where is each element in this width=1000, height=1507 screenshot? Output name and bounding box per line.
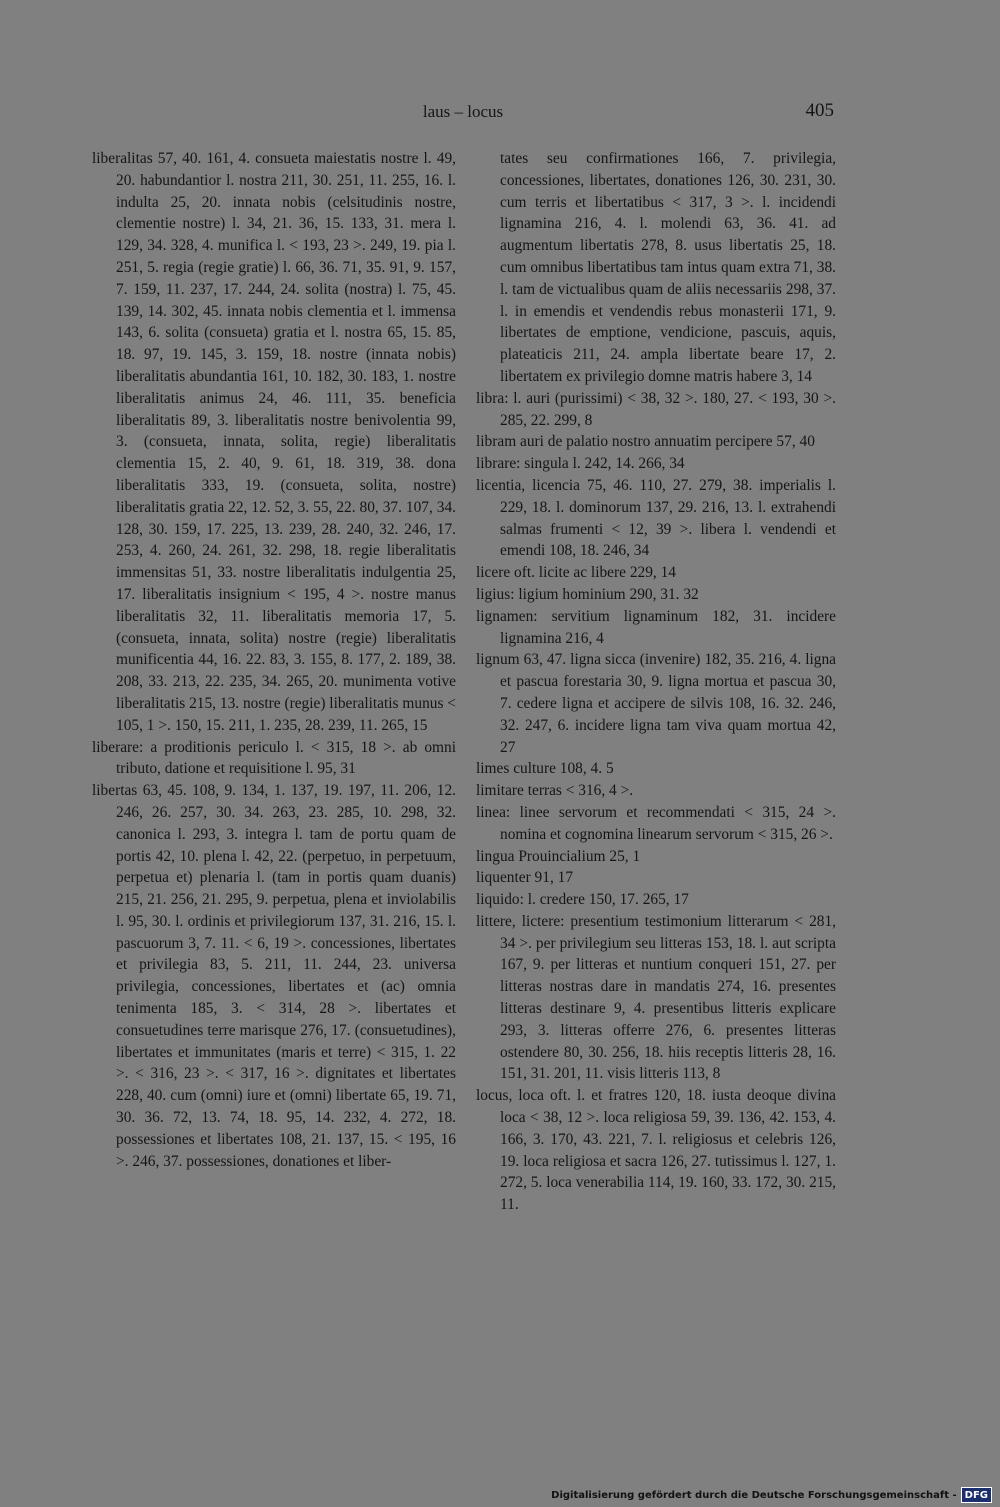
index-entry-libertas: libertas 63, 45. 108, 9. 134, 1. 137, 19. 197, 11. 206, 12. 246, 26. 257, 30. 34. 263, 23. 285, 10. 298, 32. canonica l. 293, 3. integra l. tam de portu quam de portis 42, 10. plena l. 42, 22. (perpetuo, in perpetuum, perpetua et) plenaria l. (tam in portis quam duanis) 215, 21. 256, 21. 295, 9. perpetua, plena et inviolabilis l. 95, 30. l. ordinis et privilegiorum 137, 31. 216, 15. l. pascuorum 3, 7. 11. < 6, 19 >. concessiones, libertates et privilegia 83, 5. 211, 11. 244, 23. universa privilegia, concessiones, libertates et (ac) omnia tenimenta 185, 3. < 314, 28 >. libertates et consuetudines terre marisque 276, 17. (consuetudines), libertates et immunitates (maris et terre) < 315, 1. 22 >. < 316, 23 >. < 317, 16 >. dignitates et libertates 228, 40. cum (omni) iure et (omni) libertate 65, 19. 71, 30. 36. 72, 13. 74, 18. 95, 14. 232, 4. 272, 18. possessiones et libertates 108, 21. 137, 15. < 195, 16 >. 246, 37. possessiones, donationes et liber- bbox=[92, 782, 456, 1170]
index-entry-licentia: licentia, licencia 75, 46. 110, 27. 279, 38. imperialis l. 229, 18. l. dominorum 137, 29. 216, 13. l. extrahendi salmas frumenti < 12, 39 >. libera l. vendendi et emendi 108, 18. 246, 34 bbox=[476, 476, 836, 560]
digitization-credit bbox=[551, 1487, 992, 1503]
page-number: 405 bbox=[805, 100, 834, 121]
index-entry-libra: libra: l. auri (purissimi) < 38, 32 >. 180, 27. < 193, 30 >. 285, 22. 299, 8 bbox=[476, 389, 836, 429]
index-entry-librare: librare: singula l. 242, 14. 266, 34 bbox=[476, 455, 685, 473]
index-entry-liquenter: liquenter 91, 17 bbox=[476, 869, 574, 887]
running-title: laus – locus bbox=[422, 102, 504, 121]
index-entry-liberalitas: liberalitas 57, 40. 161, 4. consueta maiestatis nostre l. 49, 20. habundantior l. nostra 211, 30. 251, 11. 255, 16. l. indulta 25, 20. innata nobis (celsitudinis nostre, clementie nostre) l. 34, 21. 36, 15. 133, 31. mera l. 129, 34. 328, 4. munifica l. < 193, 23 >. 249, 19. pia l. 251, 5. regia (regie gratie) l. 66, 36. 71, 35. 91, 9. 157, 7. 159, 11. 237, 17. 244, 24. solita (nostra) l. 75, 45. 139, 14. 302, 45. innata nobis clementia et l. immensa 143, 6. solita (consueta) gratia et l. nostra 65, 15. 85, 18. 97, 19. 145, 3. 159, 18. nostre (innata nobis) liberalitatis abundantia 161, 10. 182, 30. 183, 1. nostre liberalitatis animus 24, 46. 111, 35. beneficia liberalitatis 89, 3. liberalitatis nostre benivolentia 99, 3. (consueta, innata, solita, regie) liberalitatis clementia 15, 2. 40, 9. 61, 18. 319, 38. dona liberalitatis 333, 19. (consueta, solita, nostre) liberalitatis gratia 22, 12. 52, 3. 55, 22. 80, 37. 107, 34. 128, 30. 159, 17. 225, 13. 239, 28. 240, 32. 246, 17. 253, 4. 260, 24. 261, 32. 298, 18. regie liberalitatis immensitas 51, 33. nostre liberalitatis indulgentia 25, 17. liberalitatis insignium < 195, 4 >. nostre manus liberalitatis 32, 11. liberalitatis memoria 17, 5. (consueta, innata, solita) nostre (regie) liberalitatis munificentia 44, 16. 22. 83, 3. 155, 8. 177, 2. 189, 38. 208, 33. 213, 22. 235, 34. 265, 20. munimenta votive liberalitatis 215, 13. nostre (regie) liberalitatis munus < 105, 1 >. 150, 15. 211, 1. 235, 28. 239, 11. 265, 15 bbox=[92, 150, 456, 734]
index-entry-liquido: liquido: l. credere 150, 17. 265, 17 bbox=[476, 891, 689, 909]
index-entry-lingua: lingua Prouincialium 25, 1 bbox=[476, 847, 641, 865]
credit-text: Digitalisierung gefördert durch die Deutsche Forschungsgemeinschaft - bbox=[551, 1489, 957, 1501]
index-entry-locus: locus, loca oft. l. et fratres 120, 18. iusta deoque divina loca < 38, 12 >. loca religiosa 59, 39. 136, 42. 153, 4. 166, 3. 170, 43. 221, 7. l. religiosus et celebris 126, 19. loca religiosa et sacra 126, 27. tutissimus l. 127, 1. 272, 5. loca venerabilia 114, 19. 160, 33. 172, 30. 215, 11. bbox=[476, 1087, 836, 1214]
index-entry-licere: licere oft. licite ac libere 229, 14 bbox=[476, 564, 676, 582]
index-entry-liberare: liberare: a proditionis periculo l. < 315, 18 >. ab omni tributo, datione et requisitione l. 95, 31 bbox=[92, 738, 456, 778]
index-entry-libertas-continued: tates seu confirmationes 166, 7. privilegia, concessiones, libertates, donationes 126, 30. 231, 30. cum terris et libertatibus < 317, 3 >. l. incidendi lignamina 216, 4. l. molendi 63, 36. 41. ad augmentum libertatis 278, 8. usus libertatis 25, 18. cum omnibus libertatibus tam intus quam extra 71, 38. l. tam de victualibus quam de aliis necessariis 298, 37. l. in emendis et vendendis rebus monasterii 171, 9. libertates de emptione, vendicione, pascuis, aquis, plateaticis 211, 24. ampla libertate beare 17, 2. libertatem ex privilegio domne matris habere 3, 14 bbox=[500, 150, 836, 385]
right-column bbox=[476, 148, 836, 1216]
index-entry-libram: libram auri de palatio nostro annuatim percipere 57, 40 bbox=[476, 433, 815, 451]
index-entry-linea: linea: linee servorum et recommendati < 315, 24 >. nomina et cognomina linearum servorum < 315, 26 >. bbox=[476, 803, 836, 843]
index-entry-ligius: ligius: ligium hominium 290, 31. 32 bbox=[476, 585, 699, 603]
index-entry-limitare: limitare terras < 316, 4 >. bbox=[476, 782, 634, 800]
index-entry-littere: littere, lictere: presentium testimonium litterarum < 281, 34 >. per privilegium seu litteras 153, 18. l. aut scripta 167, 9. per litteras et nuntium conqueri 151, 27. per litteras nostras dare in mandatis 274, 16. presentes litteras destinare 9, 4. presentibus litteris explicare 293, 3. litteras offerre 276, 6. presentes litteras ostendere 80, 30. 256, 18. hiis receptis litteris 28, 16. 151, 31. 201, 11. visis litteris 113, 8 bbox=[476, 912, 836, 1083]
page-header bbox=[0, 100, 1000, 126]
index-entry-limes: limes culture 108, 4. 5 bbox=[476, 760, 614, 778]
left-column bbox=[92, 148, 456, 1172]
index-entry-lignamen: lignamen: servitium lignaminum 182, 31. incidere lignamina 216, 4 bbox=[476, 607, 836, 647]
dfg-logo: DFG bbox=[961, 1487, 992, 1503]
index-entry-lignum: lignum 63, 47. ligna sicca (invenire) 182, 35. 216, 4. ligna et pascua forestaria 30, 9. ligna mortua et pascua 30, 7. cedere ligna et accipere de silvis 108, 16. 32. 246, 32. 247, 6. incidere ligna tam viva quam mortua 42, 27 bbox=[476, 651, 836, 756]
